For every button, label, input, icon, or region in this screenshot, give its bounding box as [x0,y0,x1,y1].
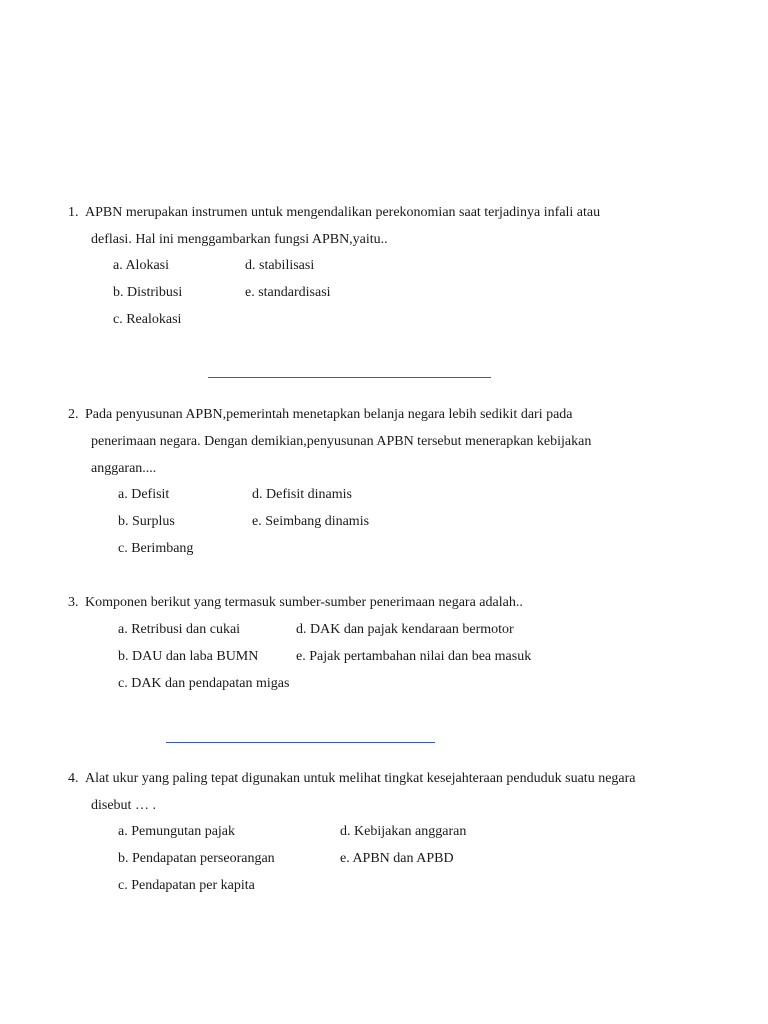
option-b: b. Pendapatan perseorangan [118,851,275,866]
option-c: c. Realokasi [113,312,182,327]
option-c: c. Pendapatan per kapita [118,878,255,893]
question-number: 3. [68,595,79,610]
option-a: a. Alokasi [113,258,169,273]
option-d: d. Kebijakan anggaran [340,824,467,839]
option-b: b. DAU dan laba BUMN [118,649,259,664]
question-text: Alat ukur yang paling tepat digunakan untuk melihat tingkat kesejahteraan penduduk suatu negara [85,771,636,786]
question-number: 2. [68,407,79,422]
question-number: 4. [68,771,79,786]
option-d: d. DAK dan pajak kendaraan bermotor [296,622,514,637]
option-e: e. Seimbang dinamis [252,514,370,529]
question-text: disebut … . [91,798,156,813]
question-text: APBN merupakan instrumen untuk mengendalikan perekonomian saat terjadinya infali atau [85,205,601,220]
option-e: e. Pajak pertambahan nilai dan bea masuk [296,649,532,664]
question-text: deflasi. Hal ini menggambarkan fungsi APBN,yaitu.. [91,232,388,247]
option-c: c. Berimbang [118,541,194,556]
option-b: b. Surplus [118,514,175,529]
option-d: d. stabilisasi [245,258,315,273]
option-a: a. Defisit [118,487,170,502]
divider-line [208,377,491,378]
option-a: a. Retribusi dan cukai [118,622,241,637]
option-b: b. Distribusi [113,285,183,300]
option-e: e. APBN dan APBD [340,851,454,866]
question-text: anggaran.... [91,461,157,476]
question-number: 1. [68,205,79,220]
question-text: Komponen berikut yang termasuk sumber-sumber penerimaan negara adalah.. [85,595,523,610]
option-c: c. DAK dan pendapatan migas [118,676,290,691]
question-text: Pada penyusunan APBN,pemerintah menetapkan belanja negara lebih sedikit dari pada [85,407,573,422]
divider-line [166,742,435,743]
option-e: e. standardisasi [245,285,331,300]
option-a: a. Pemungutan pajak [118,824,236,839]
question-text: penerimaan negara. Dengan demikian,penyusunan APBN tersebut menerapkan kebijakan [91,434,592,449]
option-d: d. Defisit dinamis [252,487,352,502]
